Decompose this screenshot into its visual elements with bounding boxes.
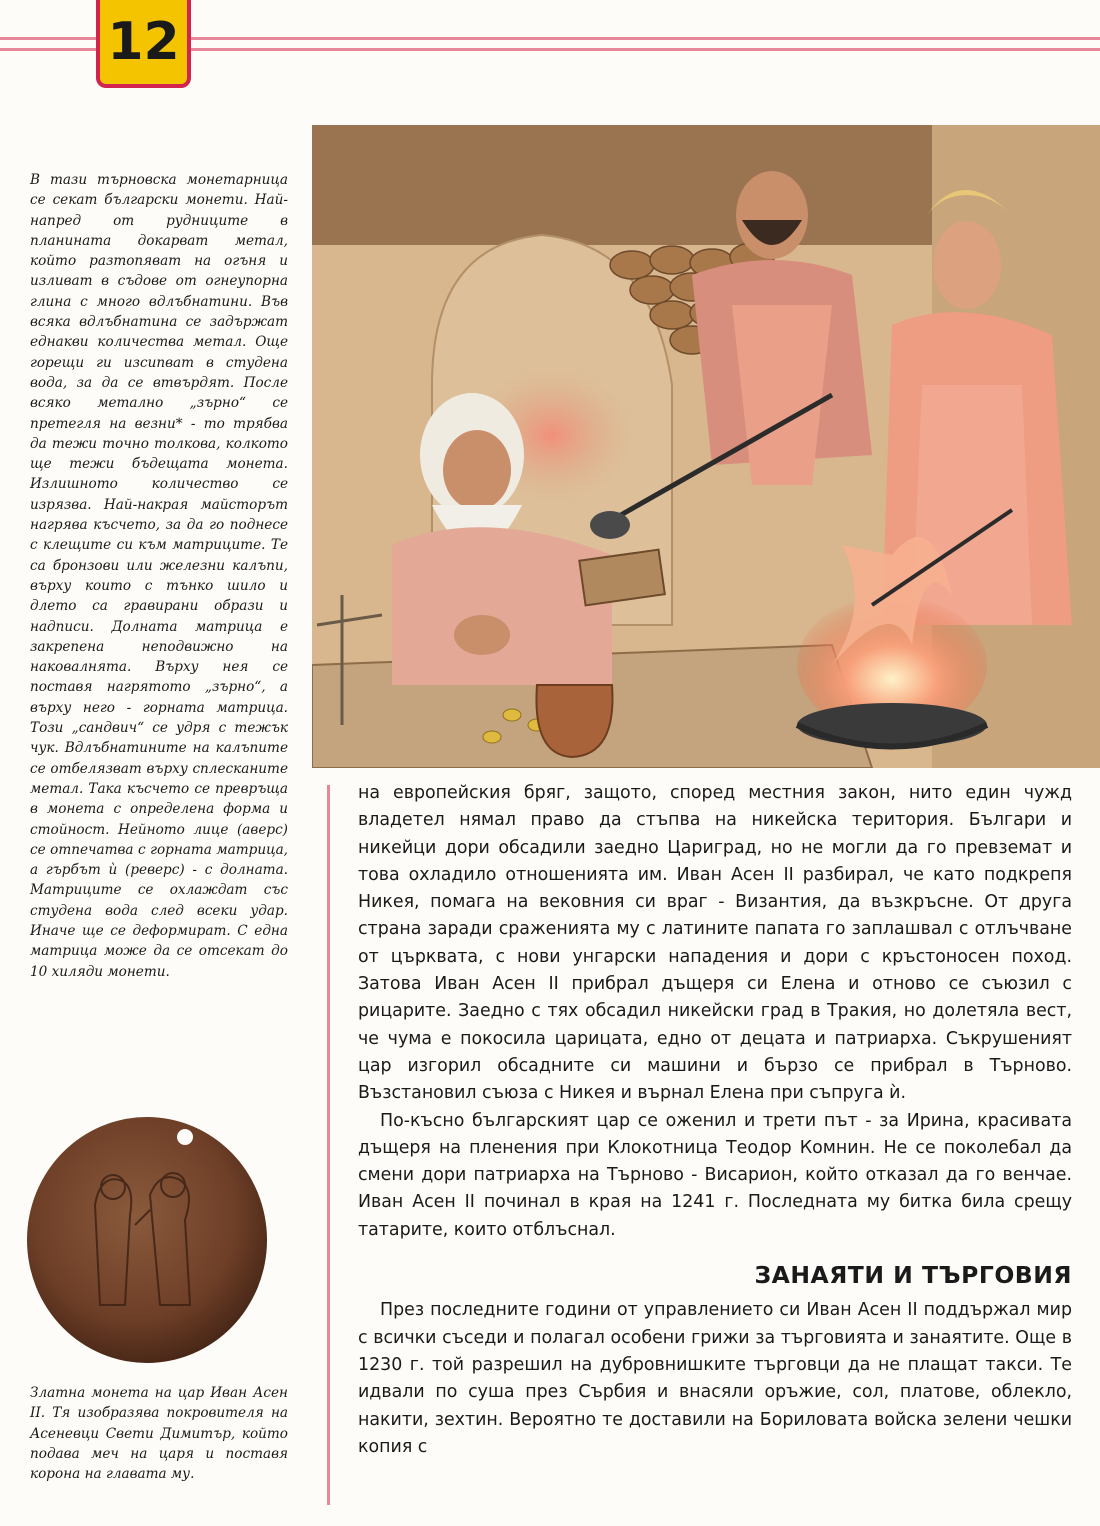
article-column: [358, 780, 1072, 1461]
section-heading: ЗАНАЯТИ И ТЪРГОВИЯ: [754, 1261, 1072, 1290]
mint-workshop-illustration: [312, 125, 1100, 768]
page-number-badge: 12: [96, 0, 191, 88]
mint-description-text: В тази търновска монетарница се секат български монети. Най-напред от рудниците в планината докарват метал, който разтопяват на огъня и изливат в съдове от огнеупорна глина с много вдлъбнатини. Във всяка вдлъбнатина се задържат еднакви количества метал. Още горещи ги изсипват в студена вода, за да се втвърдят. После всяко метално „зърно“ се претегля на везни* - то трябва да тежи точно толкова, колкото ще тежи бъдещата монета. Излишното количество се изрязва. Най-накрая майсторът нагрява късчето, за да го поднесе с клещите си към матриците. Те са бронзови или железни калъпи, върху които с тънко шило и длето са гравирани образи и надписи. Долната матрица е закрепена неподвижно на наковалнята. Върху нея се поставя нагрятото „зърно“, а върху него - горната матрица. Този „сандвич“ се удря с тежък чук. Вдлъбнатините на калъпите се отбелязват върху сплесканите метал. Така късчето се превръща в монета с определена форма и стойност. Нейното лице (аверс) се отпечатва с горната матрица, а гърбът ѝ (реверс) - с долната. Матриците се охлаждат със студена вода след всеки удар. Иначе ще се деформират. С една матрица може да се отсекат до 10 хиляди монети.: [30, 172, 288, 980]
article-paragraph: на европейския бряг, защото, според местния закон, нито един чужд владетел нямал право да стъпва на никейска територия. Българи и никейци дори обсадили заедно Цариград, но не могли да го превземат и това охладило отношенията им. Иван Асен II разбирал, че като подкрепя Никея, помага на вековния си враг - Византия, да възкръсне. От друга страна заради сраженията му с латините папата го заплашвал с отлъчване от църквата, с нови унгарски нападения и дори с кръстоносен поход. Затова Иван Асен II прибрал дъщеря си Елена и отново се съюзил с рицарите. Заедно с тях обсадил никейски град в Тракия, но долетяла вест, че чума е покосила царицата, едно от децата и патриарха. Съкрушеният цар изгорил обсадните си машини и бързо се прибрал в Търново. Възстановил съюза с Никея и върнал Елена при съпруга ѝ.: [358, 783, 1072, 1104]
article-paragraph: През последните години от управлението си Иван Асен II поддържал мир с всички съседи и полагал особени грижи за търговията и занаятите. Още в 1230 г. той разрешил на дубровнишките търговци да не плащат такси. Те идвали по суша през Сърбия и внасяли оръжие, сол, платове, облекло, накити, зехтин. Вероятно те доставили на Бориловата войска зелени чешки копия с: [358, 1300, 1072, 1457]
column-divider: [327, 785, 330, 1505]
article-paragraph: По-късно българският цар се оженил и трети път - за Ирина, красивата дъщеря на пленения при Клокотница Теодор Комнин. Не се поколебал да смени дори патриарха на Търново - Висарион, който отказал да го венчае. Иван Асен II починал в края на 1241 г. Последната му битка била срещу татарите, които отблъснал.: [358, 1110, 1072, 1240]
coin-caption-text: Златна монета на цар Иван Асен II. Тя изобразява покровителя на Асеневци Свети Димитър, който подава меч на царя и поставя корона на главата му.: [30, 1385, 288, 1483]
gold-coin-image: [25, 1115, 270, 1365]
